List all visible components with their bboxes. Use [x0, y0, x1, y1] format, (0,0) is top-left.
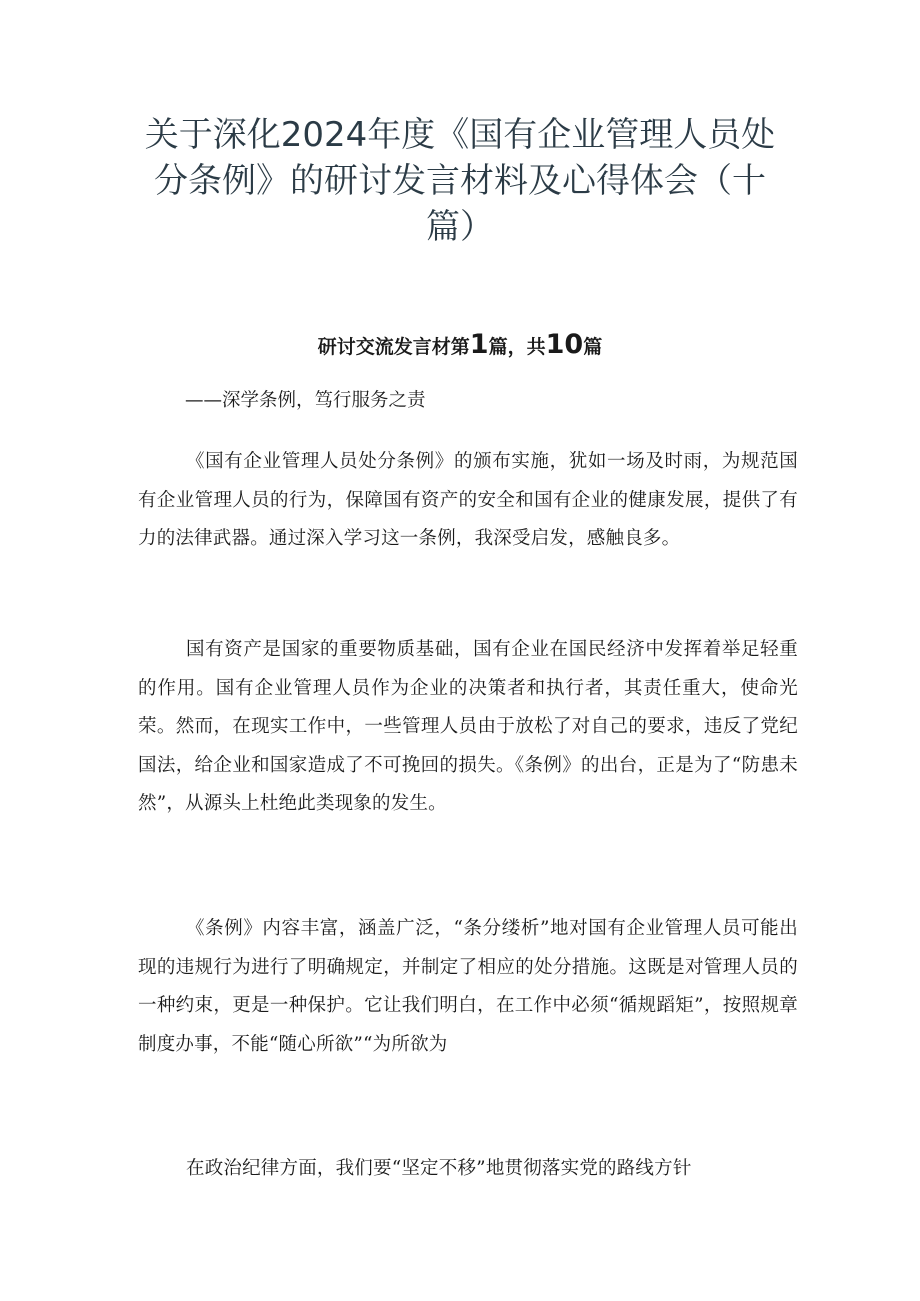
- section-heading: [0, 328, 920, 364]
- section-heading-number: 1: [469, 329, 489, 360]
- document-title: 关于深化2024年度《国有企业管理人员处分条例》的研讨发言材料及心得体会（十篇）: [144, 115, 776, 247]
- paragraph-3: 《条例》内容丰富，涵盖广泛，“条分缕析”地对国有企业管理人员可能出现的违规行为进行了明确规定，并制定了相应的处分措施。这既是对管理人员的一种约束，更是一种保护。它让我们明白，在工作中必须“循规蹈矩”，按照规章制度办事，不能“随心所欲”“为所欲为: [138, 918, 798, 1055]
- section-heading-middle: 篇，共: [488, 336, 546, 358]
- paragraph-2: 国有资产是国家的重要物质基础，国有企业在国民经济中发挥着举足轻重的作用。国有企业管理人员作为企业的决策者和执行者，其责任重大，使命光荣。然而，在现实工作中，一些管理人员由于放松了对自己的要求，违反了党纪国法，给企业和国家造成了不可挽回的损失。《条例》的出台，正是为了“防患未然”，从源头上杜绝此类现象的发生。: [138, 639, 798, 814]
- section-heading-prefix: 研讨交流发言材第: [317, 336, 470, 358]
- paragraph-1: 《国有企业管理人员处分条例》的颁布实施，犹如一场及时雨，为规范国有企业管理人员的行为，保障国有资产的安全和国有企业的健康发展，提供了有力的法律武器。通过深入学习这一条例，我深受启发，感触良多。: [138, 451, 798, 549]
- paragraph-4: 在政治纪律方面，我们要“坚定不移”地贯彻落实党的路线方针: [186, 1158, 692, 1179]
- section-subtitle: ——深学条例，笃行服务之责: [185, 390, 426, 411]
- section-heading-suffix: 篇: [583, 336, 603, 358]
- section-heading-total: 10: [545, 329, 584, 360]
